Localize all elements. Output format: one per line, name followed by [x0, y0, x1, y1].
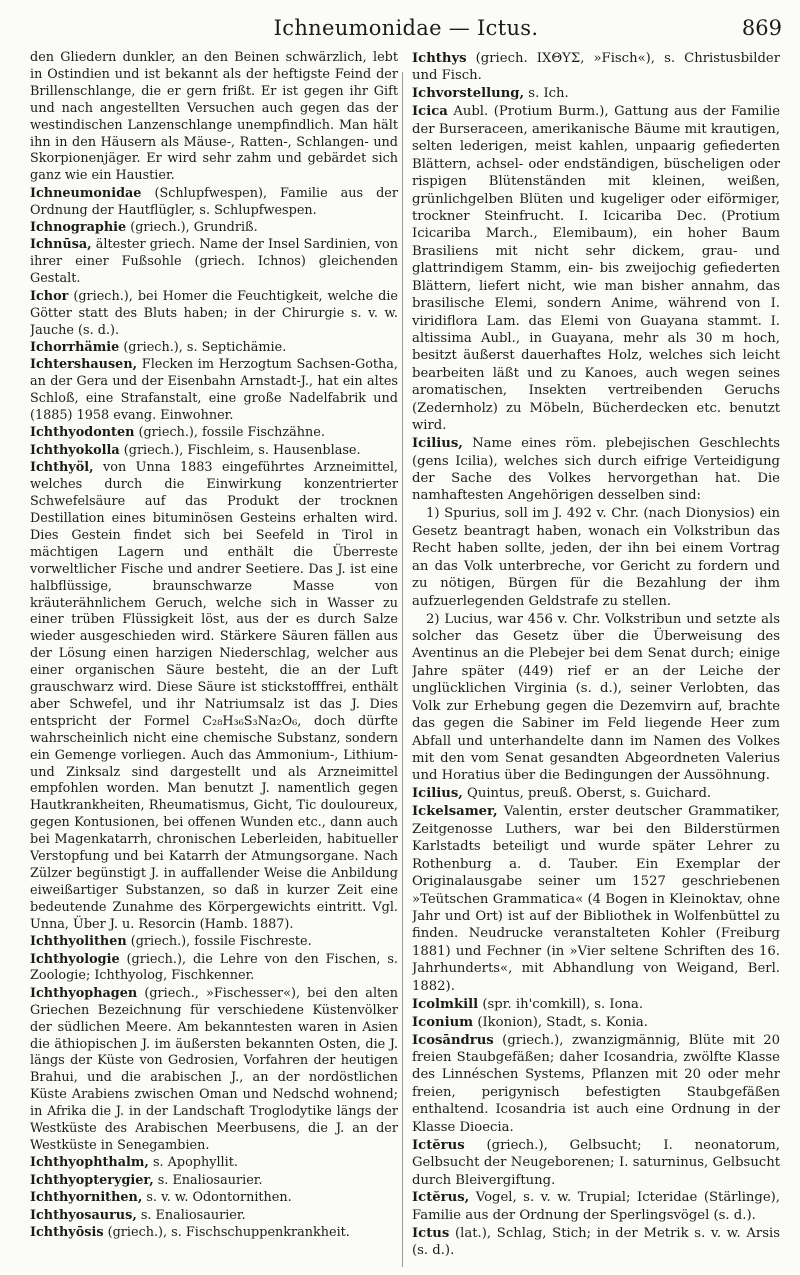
entry-headword: Icilius,: [412, 786, 463, 802]
dictionary-entry: [30, 1155, 398, 1172]
dictionary-entry: [30, 1208, 398, 1225]
dictionary-entry: [412, 1225, 780, 1260]
dictionary-entry: [30, 237, 398, 288]
left-column: [30, 50, 398, 1242]
dictionary-entry: [30, 1173, 398, 1190]
page-number: 869: [741, 16, 782, 40]
dictionary-entry: [412, 1032, 780, 1137]
entry-text: den Gliedern dunkler, an den Beinen schwärzlich, lebt in Ostindien und ist bekannt als der heftigste Feind der Brillenschlange, die er gern frißt. Er ist gegen ihr Gift und nach angestellten Versuchen auch gegen das der westindischen Lanzenschlange unempfindlich. Man hält ihn in den Häusern als Mäuse-, Ratten-, Schlangen- und Skorpionenjäger. Er wird sehr zahm und gebärdet sich ganz wie ein Haustier.: [30, 50, 398, 184]
entry-headword: Ichthyophagen: [30, 985, 138, 1001]
entry-headword: Ichthyologie: [30, 951, 120, 967]
entry-text: Flecken im Herzogtum Sachsen-Gotha, an der Gera und der Eisenbahn Arnstadt-J., hat ein altes Schloß, eine Strafanstalt, eine große Nadelfabrik und (1885) 1958 evang. Einwohner.: [30, 357, 398, 424]
dictionary-entry: [30, 357, 398, 425]
dictionary-entry: [412, 1189, 780, 1224]
entry-text: Name eines röm. plebejischen Geschlechts (gens Icilia), welches sich durch eifrige Verteidigung der Sache des Volkes hervorgethan hat. Die namhaftesten Angehörigen desselben sind:: [412, 436, 780, 504]
dictionary-entry: [30, 986, 398, 1155]
entry-text: (spr. ih'comkill), s. Iona.: [478, 996, 644, 1012]
entry-headword: Icolmkill: [412, 996, 479, 1012]
entry-text: (griech.), die Lehre von den Fischen, s. Zoologie; Ichthyolog, Fischkenner.: [30, 951, 398, 984]
entry-text: s. v. w. Odontornithen.: [142, 1190, 292, 1206]
entry-text: (griech.), s. Fischschuppenkrankheit.: [103, 1225, 350, 1241]
dictionary-entry: [30, 443, 398, 460]
entry-headword: Icilius,: [412, 436, 463, 452]
entry-text: (griech.), fossile Fischzähne.: [134, 425, 325, 441]
entry-headword: Ichthyodonten: [30, 425, 135, 441]
entry-headword: Ichthyokolla: [30, 442, 120, 458]
entry-text: von Unna 1883 eingeführtes Arzneimittel, welches durch die Einwirkung konzentrierter Schwefelsäure auf das Produkt der trocknen Destillation eines bituminösen Gesteins erhalten wird. Dies Gestein findet sich bei Seefeld in Tirol in mächtigen Lagern und enthält die Überreste vorweltlicher Fische und andrer Seetiere. Das J. ist eine halbflüssige, braunschwarze Masse von kräuterähnlichem Geruch, welche sich in Wasser zu einer trüben Flüssigkeit löst, aus der es durch Salze wieder ausgeschieden wird. Stärkere Säuren fällen aus der Lösung einen harzigen Niederschlag, welcher aus einer organischen Säure besteht, die an der Luft grauschwarz wird. Diese Säure ist stickstofffrei, enthält aber Schwefel, und ihr Natriumsalz ist das J. Dies entspricht der Formel C₂₈H₃₆S₃Na₂O₆, doch dürfte wahrscheinlich nicht eine chemische Substanz, sondern ein Gemenge vorliegen. Auch das Ammonium-, Lithium- und Zinksalz sind dargestellt und als Arzneimittel empfohlen worden. Man benutzt J. namentlich gegen Hautkrankheiten, Rheumatismus, Gicht, Tic douloureux, gegen Kontusionen, bei offenen Wunden etc., dann auch bei Magenkatarrh, chronischen Leberleiden, habitueller Verstopfung und bei Katarrh der Atmungsorgane. Nach Zülzer begünstigt J. in auffallender Weise die Anbildung eiweißartiger Substanzen, so daß in kurzer Zeit eine bedeutende Zunahme des Körpergewichts eintritt. Vgl. Unna, Über J. u. Resorcin (Hamb. 1887).: [30, 460, 398, 932]
entry-text: s. Enaliosaurier.: [136, 1207, 246, 1223]
entry-headword: Ichthyolithen: [30, 934, 127, 950]
entry-headword: Ichthyöl,: [30, 460, 94, 476]
entry-text: (lat.), Schlag, Stich; in der Metrik s. v. w. Arsis (s. d.).: [412, 1225, 780, 1259]
entry-headword: Ictĕrus: [412, 1137, 465, 1153]
entry-text: (griech.), fossile Fischreste.: [126, 934, 312, 950]
right-column: [412, 50, 780, 1260]
dictionary-entry: [30, 220, 398, 237]
dictionary-entry: [30, 460, 398, 933]
entry-text: (Ikonion), Stadt, s. Konia.: [473, 1014, 648, 1030]
dictionary-entry: [412, 85, 780, 102]
entry-headword: Ichnographie: [30, 220, 127, 236]
dictionary-entry: [412, 1014, 780, 1031]
entry-headword: Ictĕrus,: [412, 1190, 470, 1206]
column-divider: [402, 72, 403, 1267]
entry-text: (griech.), Fischleim, s. Hausenblase.: [119, 442, 361, 458]
entry-text: Aubl. (Protium Burm.), Gattung aus der Familie der Burseraceen, amerikanische Bäume mit krautigen, selten lederigen, meist kahlen, unpaarig gefiederten Blättern, achsel- oder endständigen, büscheligen oder rispigen Blütenständen mit kleinen, weißen, grünlichgelben Blüten und kugeliger oder eiförmiger, trockner Steinfrucht. I. Icicariba Dec. (Protium Icicariba March., Elemibaum), ein hoher Baum Brasiliens mit nicht sehr dickem, grau- und glattrindigem Stamm, ein- bis zweijochig gefiederten Blättern, liefert nicht, wie man bisher annahm, das brasilische Elemi, sondern Anime, während von I. viridiflora Lam. das Elemi von Guayana stammt. I. altissima Aubl., in Guayana, mehr als 30 m hoch, besitzt äußerst dauerhaftes Holz, welches sich leicht bearbeiten läßt und zu Kanoes, auch wegen seines aromatischen, Insekten vertreibenden Geruchs (Zedernholz) zu Möbeln, Bücherdecken etc. benutzt wird.: [412, 104, 780, 434]
entry-text: Vogel, s. v. w. Trupial; Icteridae (Stärlinge), Familie aus der Ordnung der Sperlingsvögel (s. d.).: [412, 1190, 780, 1223]
entry-headword: Ichthys: [412, 51, 467, 66]
running-head: [30, 14, 782, 42]
entry-headword: Ichneumonidae: [30, 185, 142, 201]
dictionary-entry: [412, 803, 780, 995]
entry-text: (griech. ΙΧΘΥΣ, »Fisch«), s. Christusbilder und Fisch.: [412, 51, 780, 84]
entry-text: (griech., »Fischesser«), bei den alten Griechen Bezeichnung für verschiedene Küstenvölker der südlichen Meere. Am bekanntesten waren in Asien die äthiopischen J. im äußersten bekannten Osten, die J. längs der Küste von Gedrosien, Vorfahren der heutigen Brahui, und die arabischen J., an der nordöstlichen Küste Arabiens zwischen Oman und Nedschd wohnend; in Afrika die J. in der Landschaft Troglodytike längs der Westküste des Arabischen Meerbusens, die J. an der Westküste in Senegambien.: [30, 985, 398, 1153]
entry-text: Valentin, erster deutscher Grammatiker, Zeitgenosse Luthers, war bei den Bilderstürmen Karlstadts beteiligt und wurde später Lehrer zu Rothenburg a. d. Tauber. Ein Exemplar der Originalausgabe seiner um 1527 geschriebenen »Teütschen Grammatica« (4 Bogen in Kleinoktav, ohne Jahr und Ort) ist auf der Bibliothek in Wolfenbüttel zu finden. Neudrucke veranstalteten Kohler (Freiburg 1881) und Fechner (in »Vier seltene Schriften des 16. Jahrhunderts«, mit Abhandlung von Weigand, Berl. 1882).: [412, 804, 780, 994]
entry-text: s. Enaliosaurier.: [153, 1172, 263, 1188]
dictionary-entry: [30, 425, 398, 442]
dictionary-entry: [412, 785, 780, 802]
entry-text: (griech.), zwanzigmännig, Blüte mit 20 freien Staubgefäßen; daher Icosandria, zwölfte Klasse des Linnéschen Systems, Pflanzen mit 20 oder mehr freien, perigynisch befestigten Staubgefäßen enthaltend. Icosandria ist auch eine Ordnung in der Klasse Dioecia.: [412, 1032, 780, 1135]
entry-headword: Ichthyornithen,: [30, 1190, 143, 1206]
dictionary-entry: [30, 50, 398, 185]
dictionary-entry: [412, 611, 780, 785]
entry-headword: Ichthyōsis: [30, 1225, 104, 1241]
page-title: Ichneumonidae — Ictus.: [273, 16, 539, 40]
entry-text: s. Ich.: [524, 86, 569, 102]
entry-headword: Ichor: [30, 288, 69, 304]
entry-text: (griech.), bei Homer die Feuchtigkeit, welche die Götter statt des Bluts haben; in der Chirurgie s. v. w. Jauche (s. d.).: [30, 288, 398, 338]
dictionary-entry: [30, 289, 398, 340]
dictionary-entry: [412, 50, 780, 85]
entry-text: 1) Spurius, soll im J. 492 v. Chr. (nach Dionysios) ein Gesetz beantragt haben, wonach ein Volkstribun das Recht haben sollte, jeden, der ihn bei einem Vortrag an das Volk unterbreche, vor Gericht zu fordern und zu nötigen, Bürgen für die Bezahlung der ihm aufzuerlegenden Geldstrafe zu stellen.: [412, 506, 780, 609]
entry-text: (griech.), Gelbsucht; I. neonatorum, Gelbsucht der Neugeborenen; I. saturninus, Gelbsucht durch Bleivergiftung.: [412, 1137, 780, 1188]
entry-headword: Ichtershausen,: [30, 357, 138, 373]
dictionary-entry: [30, 186, 398, 220]
entry-headword: Ickelsamer,: [412, 804, 498, 820]
dictionary-entry: [30, 952, 398, 986]
dictionary-entry: [30, 340, 398, 357]
dictionary-entry: [412, 435, 780, 505]
entry-text: (griech.), Grundriß.: [126, 220, 258, 236]
entry-headword: Ichorrhämie: [30, 339, 120, 355]
entry-headword: Icica: [412, 104, 448, 120]
dictionary-entry: [30, 1190, 398, 1207]
entry-headword: Icosāndrus: [412, 1032, 494, 1048]
entry-headword: Ichthyosaurus,: [30, 1207, 137, 1223]
dictionary-entry: [412, 1137, 780, 1189]
entry-text: (Schlupfwespen), Familie aus der Ordnung der Hautflügler, s. Schlupfwespen.: [30, 185, 398, 218]
entry-headword: Ichvorstellung,: [412, 86, 525, 102]
entry-headword: Ichthyopterygier,: [30, 1172, 154, 1188]
dictionary-entry: [30, 934, 398, 951]
dictionary-entry: [412, 996, 780, 1013]
entry-text: 2) Lucius, war 456 v. Chr. Volkstribun und setzte als solcher das Gesetz über die Überweisung des Aventinus an die Plebejer bei dem Senat durch; einige Jahre später (449) rief er an der Leiche der unglücklichen Virginia (s. d.), seiner Verlobten, das Volk zur Erhebung gegen die Dezemvirn auf, brachte das gegen die Sabiner im Feld liegende Heer zum Abfall und unterhandelte dann im Namen des Volkes mit den vom Senat gesandten Abgeordneten Valerius und Horatius über die Bedingungen der Aussöhnung.: [412, 611, 780, 784]
dictionary-entry: [412, 103, 780, 434]
entry-text: ältester griech. Name der Insel Sardinien, von ihrer einer Fußsohle (griech. Ichnos) gleichenden Gestalt.: [30, 237, 398, 287]
entry-headword: Ichthyophthalm,: [30, 1155, 149, 1171]
entry-headword: Ictus: [412, 1225, 450, 1241]
dictionary-entry: [30, 1225, 398, 1242]
entry-text: (griech.), s. Septichämie.: [119, 339, 287, 355]
entry-headword: Iconium: [412, 1014, 474, 1030]
dictionary-entry: [412, 505, 780, 610]
entry-text: s. Apophyllit.: [148, 1155, 238, 1171]
entry-headword: Ichnūsa,: [30, 237, 92, 253]
entry-text: Quintus, preuß. Oberst, s. Guichard.: [462, 786, 712, 802]
